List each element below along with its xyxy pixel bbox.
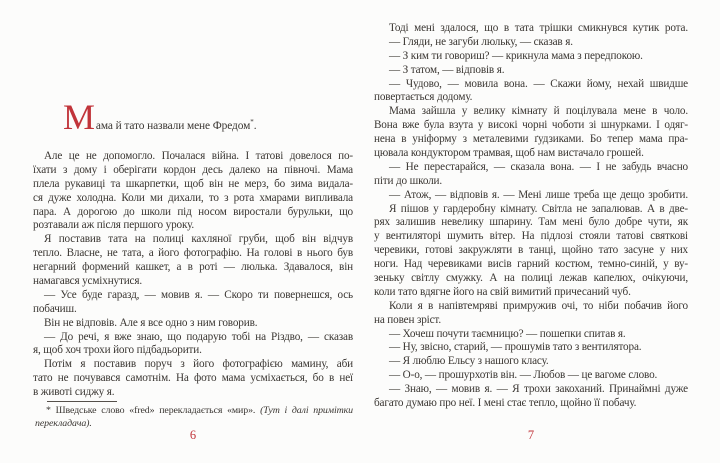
text-line: зеньку світлу смужку. А на полиці лежав капелюх, очікуючи, xyxy=(374,272,688,285)
text-line: пара. А дорогою до школи під носом виростали бурульки, що xyxy=(33,205,353,218)
text-line: на повен зріст. xyxy=(374,313,441,326)
text-line: черевики, готові закружляти в танці, щойно тато засуне у них xyxy=(374,244,688,257)
page-number-left: 6 xyxy=(189,428,197,442)
page-number-right: 7 xyxy=(527,428,535,442)
right-page xyxy=(374,0,688,463)
headline-period: . xyxy=(253,120,257,132)
text-line: — З татом, — відповів я. xyxy=(389,63,505,76)
left-page-body xyxy=(33,150,353,400)
footnote xyxy=(35,404,353,430)
text-line: Я поставив тата на полиці кахляної груби, щоб він відчув xyxy=(44,233,353,246)
text-line: коли тато вдягне його на свій вимитий причесаний чуб. xyxy=(374,285,631,298)
text-line: — Ну, звісно, старий, — прошумів тато з вентилятора. xyxy=(389,341,642,354)
text-line: — Усе буде гаразд, — мовив я. — Скоро ти повернешся, ось xyxy=(44,288,353,301)
text-line: — З ким ти говориш? — крикнула мама з передпокою. xyxy=(389,49,643,62)
text-line: тато не почувався самотнім. На фото мама усміхається, бо в неї xyxy=(33,372,353,385)
text-line: у вентиляторі шумить вітер. На підлозі стояли татові святкові xyxy=(374,230,688,243)
text-line: — Атож, — відповів я. — Мені лише треба ще дещо зробити. xyxy=(389,188,688,201)
text-line: в животі сиджу я. xyxy=(33,386,115,399)
text-line: розтавали аж після першого уроку. xyxy=(33,219,195,232)
text-line: цювала кондуктором трамвая, щоб нам вистачало грошей. xyxy=(374,147,644,160)
text-line: Я пішов у гардеробну кімнату. Світла не запалював. А в две- xyxy=(389,202,688,215)
text-line: Тоді мені здалося, що в тата трішки смикнувся кутик рота. xyxy=(389,22,688,34)
left-page xyxy=(33,0,353,463)
text-line: — Хочеш почути таємницю? — пошепки спитав я. xyxy=(389,327,626,340)
text-line: ноги. Над черевиками висів гарний костюм, темно-синій, у ву- xyxy=(374,258,688,271)
footnote-marker: * xyxy=(250,118,254,127)
text-line: багато думаю про неї. І мені стає тепло, щойно її побачу. xyxy=(374,397,637,410)
text-line: негарний формений кашкет, а в роті — люлька. Здавалося, він xyxy=(33,261,353,274)
drop-cap: М xyxy=(63,97,95,137)
text-line: — Я люблю Ельсу з нашого класу. xyxy=(389,355,549,368)
text-line: побачиш. xyxy=(33,302,77,315)
right-page-body xyxy=(374,22,688,411)
text-line: — Гляди, не загуби люльку, — сказав я. xyxy=(389,35,573,48)
text-line: тепло. Власне, не тата, а його фотографію. На голові в нього був xyxy=(33,247,353,260)
text-line: Коли я в напівтемряві примружив очі, то ніби побачив його xyxy=(389,299,688,312)
chapter-opening-line xyxy=(63,99,353,135)
text-line: Він не відповів. Але я все одно з ним говорив. xyxy=(44,316,258,329)
text-line: — Не перестарайся, — сказала вона. — І не забудь вчасно xyxy=(389,160,688,173)
text-line: Потім я поставив поруч з його фотографією мамину, аби xyxy=(44,358,353,371)
text-line: плела рукавиці та шкарпетки, щоб він не мерз, бо зима видала- xyxy=(33,177,353,190)
text-line: повертається додому. xyxy=(374,91,473,104)
footnote-italic-text: перекладача). xyxy=(35,418,92,429)
text-line: піти до школи. xyxy=(374,174,443,187)
text-line: Але це не допомогло. Почалася війна. І татові довелося по- xyxy=(44,150,353,162)
text-line: — До речі, я вже знаю, що подарую тобі на Різдво, — сказав xyxy=(44,330,353,343)
text-line: Вона вже була взута у високі чорні чоботи зі шнурками. І одяг- xyxy=(374,119,688,132)
text-line: ся дуже холодна. Коли ми дихали, то з рота хмарами випливала xyxy=(33,191,353,204)
footnote-rule xyxy=(47,401,117,402)
footnote-text: * Шведське слово «fred» перекладається «мир». xyxy=(46,405,261,416)
text-line: рях залишив невелику шпарину. Там мені було добре чути, як xyxy=(374,216,688,229)
text-line: нена в уніформу з металевими ґудзиками. Бо тепер мама пра- xyxy=(374,133,688,146)
text-line: намагався усміхнутися. xyxy=(33,275,143,288)
text-line xyxy=(35,404,353,417)
footnote-italic-text: (Тут і далі примітки xyxy=(260,405,353,416)
text-line: їхати з дому і оберігати кордон десь далеко на півночі. Мама xyxy=(33,163,353,176)
text-line: Мама зайшла у велику кімнату й поцілувала мене в чоло. xyxy=(389,105,688,118)
text-line: — Знаю, — мовив я. — Я трохи закоханий. Принаймні дуже xyxy=(389,383,688,396)
text-line: я, щоб хоч трохи його підбадьорити. xyxy=(33,344,202,357)
text-line: — Чудово, — мовила вона. — Скажи йому, нехай швидше xyxy=(389,77,688,90)
headline-text: ама й тато назвали мене Фредом xyxy=(95,120,251,132)
text-line: — О-о, — прошурхотів він. — Любов — це вагоме слово. xyxy=(389,369,658,382)
